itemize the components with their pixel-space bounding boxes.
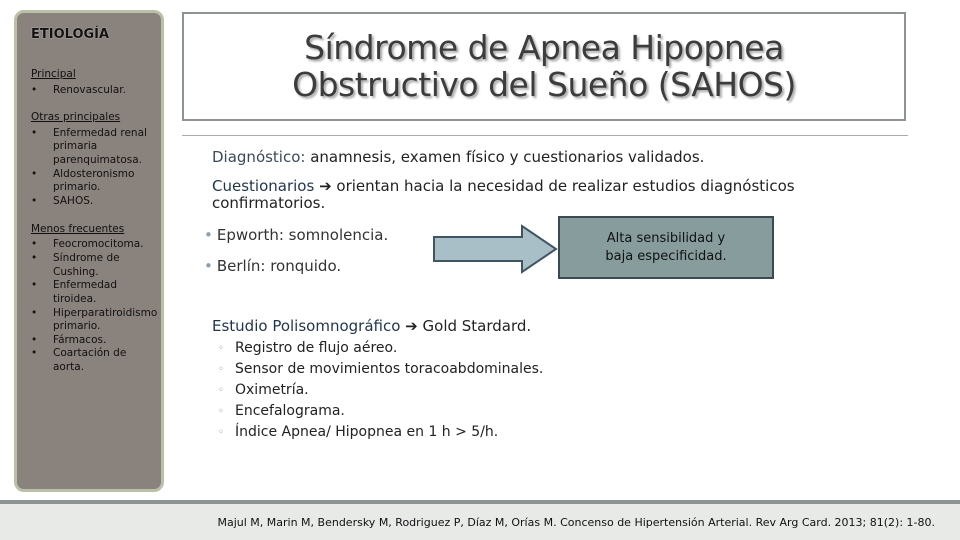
- sensitivity-callout: [558, 216, 774, 279]
- circle-bullet-icon: ◦: [218, 406, 224, 417]
- diagnostico-line: [212, 148, 704, 166]
- list-item: • Aldosteronismo primario.: [31, 167, 135, 194]
- polisomnografico-list: [218, 338, 543, 443]
- polisomnografico-text: Gold Stardard.: [417, 317, 532, 335]
- circle-bullet-icon: ◦: [218, 385, 224, 396]
- citation-footer: [0, 500, 960, 540]
- list-item: • Enfermedad renal primaria parenquimatosa.: [31, 126, 147, 167]
- list-item: • Enfermedad tiroidea.: [31, 279, 118, 305]
- list-item: ◦ Registro de flujo aéreo.: [218, 338, 543, 359]
- diagnostico-label: Diagnóstico:: [212, 148, 306, 166]
- list-item: • Renovascular.: [31, 83, 126, 96]
- divider: [182, 135, 908, 136]
- menos-list: [31, 238, 158, 374]
- citation-text: Majul M, Marin M, Bendersky M, Rodriguez P, Díaz M, Orías M. Concenso de Hipertensión Arterial. Rev Arg Card. 2013; 81(2): 1-80.: [217, 515, 935, 529]
- bullet-icon: •: [204, 226, 213, 244]
- etiology-panel: [14, 10, 164, 492]
- cuestionarios-label: Cuestionarios: [212, 177, 315, 195]
- arrow-right-icon: ➔: [405, 317, 418, 335]
- callout-line-2: baja especificidad.: [605, 248, 727, 264]
- list-item: ◦ Oximetría.: [218, 380, 543, 401]
- polisomnografico-line: [212, 317, 531, 335]
- list-item: • SAHOS.: [31, 195, 94, 208]
- list-item: • Epworth: somnolencia.: [204, 226, 389, 244]
- block-arrow-icon: [432, 224, 558, 274]
- list-item: ◦ Índice Apnea/ Hipopnea en 1 h > 5/h.: [218, 422, 543, 443]
- principal-list: [31, 84, 151, 98]
- arrow-right-icon: ➔: [319, 177, 332, 195]
- list-item: ◦ Sensor de movimientos toracoabdominales.: [218, 359, 543, 380]
- list-item: • Berlín: ronquido.: [204, 257, 342, 275]
- menos-title: Menos frecuentes: [31, 222, 125, 235]
- bullet-icon: •: [204, 257, 213, 275]
- title-line-1: Síndrome de Apnea Hipopnea: [304, 27, 784, 67]
- circle-bullet-icon: ◦: [218, 343, 224, 354]
- diagnostico-text: anamnesis, examen físico y cuestionarios validados.: [305, 148, 705, 166]
- list-item: • Hiperparatiroidismo primario.: [31, 306, 158, 333]
- list-item: ◦ Encefalograma.: [218, 401, 543, 422]
- page-title: [292, 27, 796, 104]
- circle-bullet-icon: ◦: [218, 427, 224, 438]
- list-item: • Coartación de aorta.: [31, 347, 127, 374]
- title-box: [182, 12, 906, 121]
- callout-line-1: Alta sensibilidad y: [606, 230, 726, 246]
- polisomnografico-label: Estudio Polisomnográfico: [212, 317, 401, 335]
- title-line-2: Obstructivo del Sueño (SAHOS): [292, 64, 796, 104]
- circle-bullet-icon: ◦: [218, 364, 224, 375]
- cuestionarios-line: [212, 178, 862, 211]
- list-item: • Fármacos.: [31, 333, 107, 346]
- etiology-heading: ETIOLOGÍA: [31, 27, 110, 42]
- list-item: • Síndrome de Cushing.: [31, 251, 120, 278]
- list-item: • Feocromocitoma.: [31, 238, 144, 251]
- otras-title: Otras principales: [31, 111, 121, 124]
- cuestionarios-text: orientan hacia la necesidad de realizar estudios diagnósticos confirmatorios.: [212, 177, 795, 212]
- otras-list: [31, 127, 151, 209]
- principal-title: Principal: [31, 67, 76, 80]
